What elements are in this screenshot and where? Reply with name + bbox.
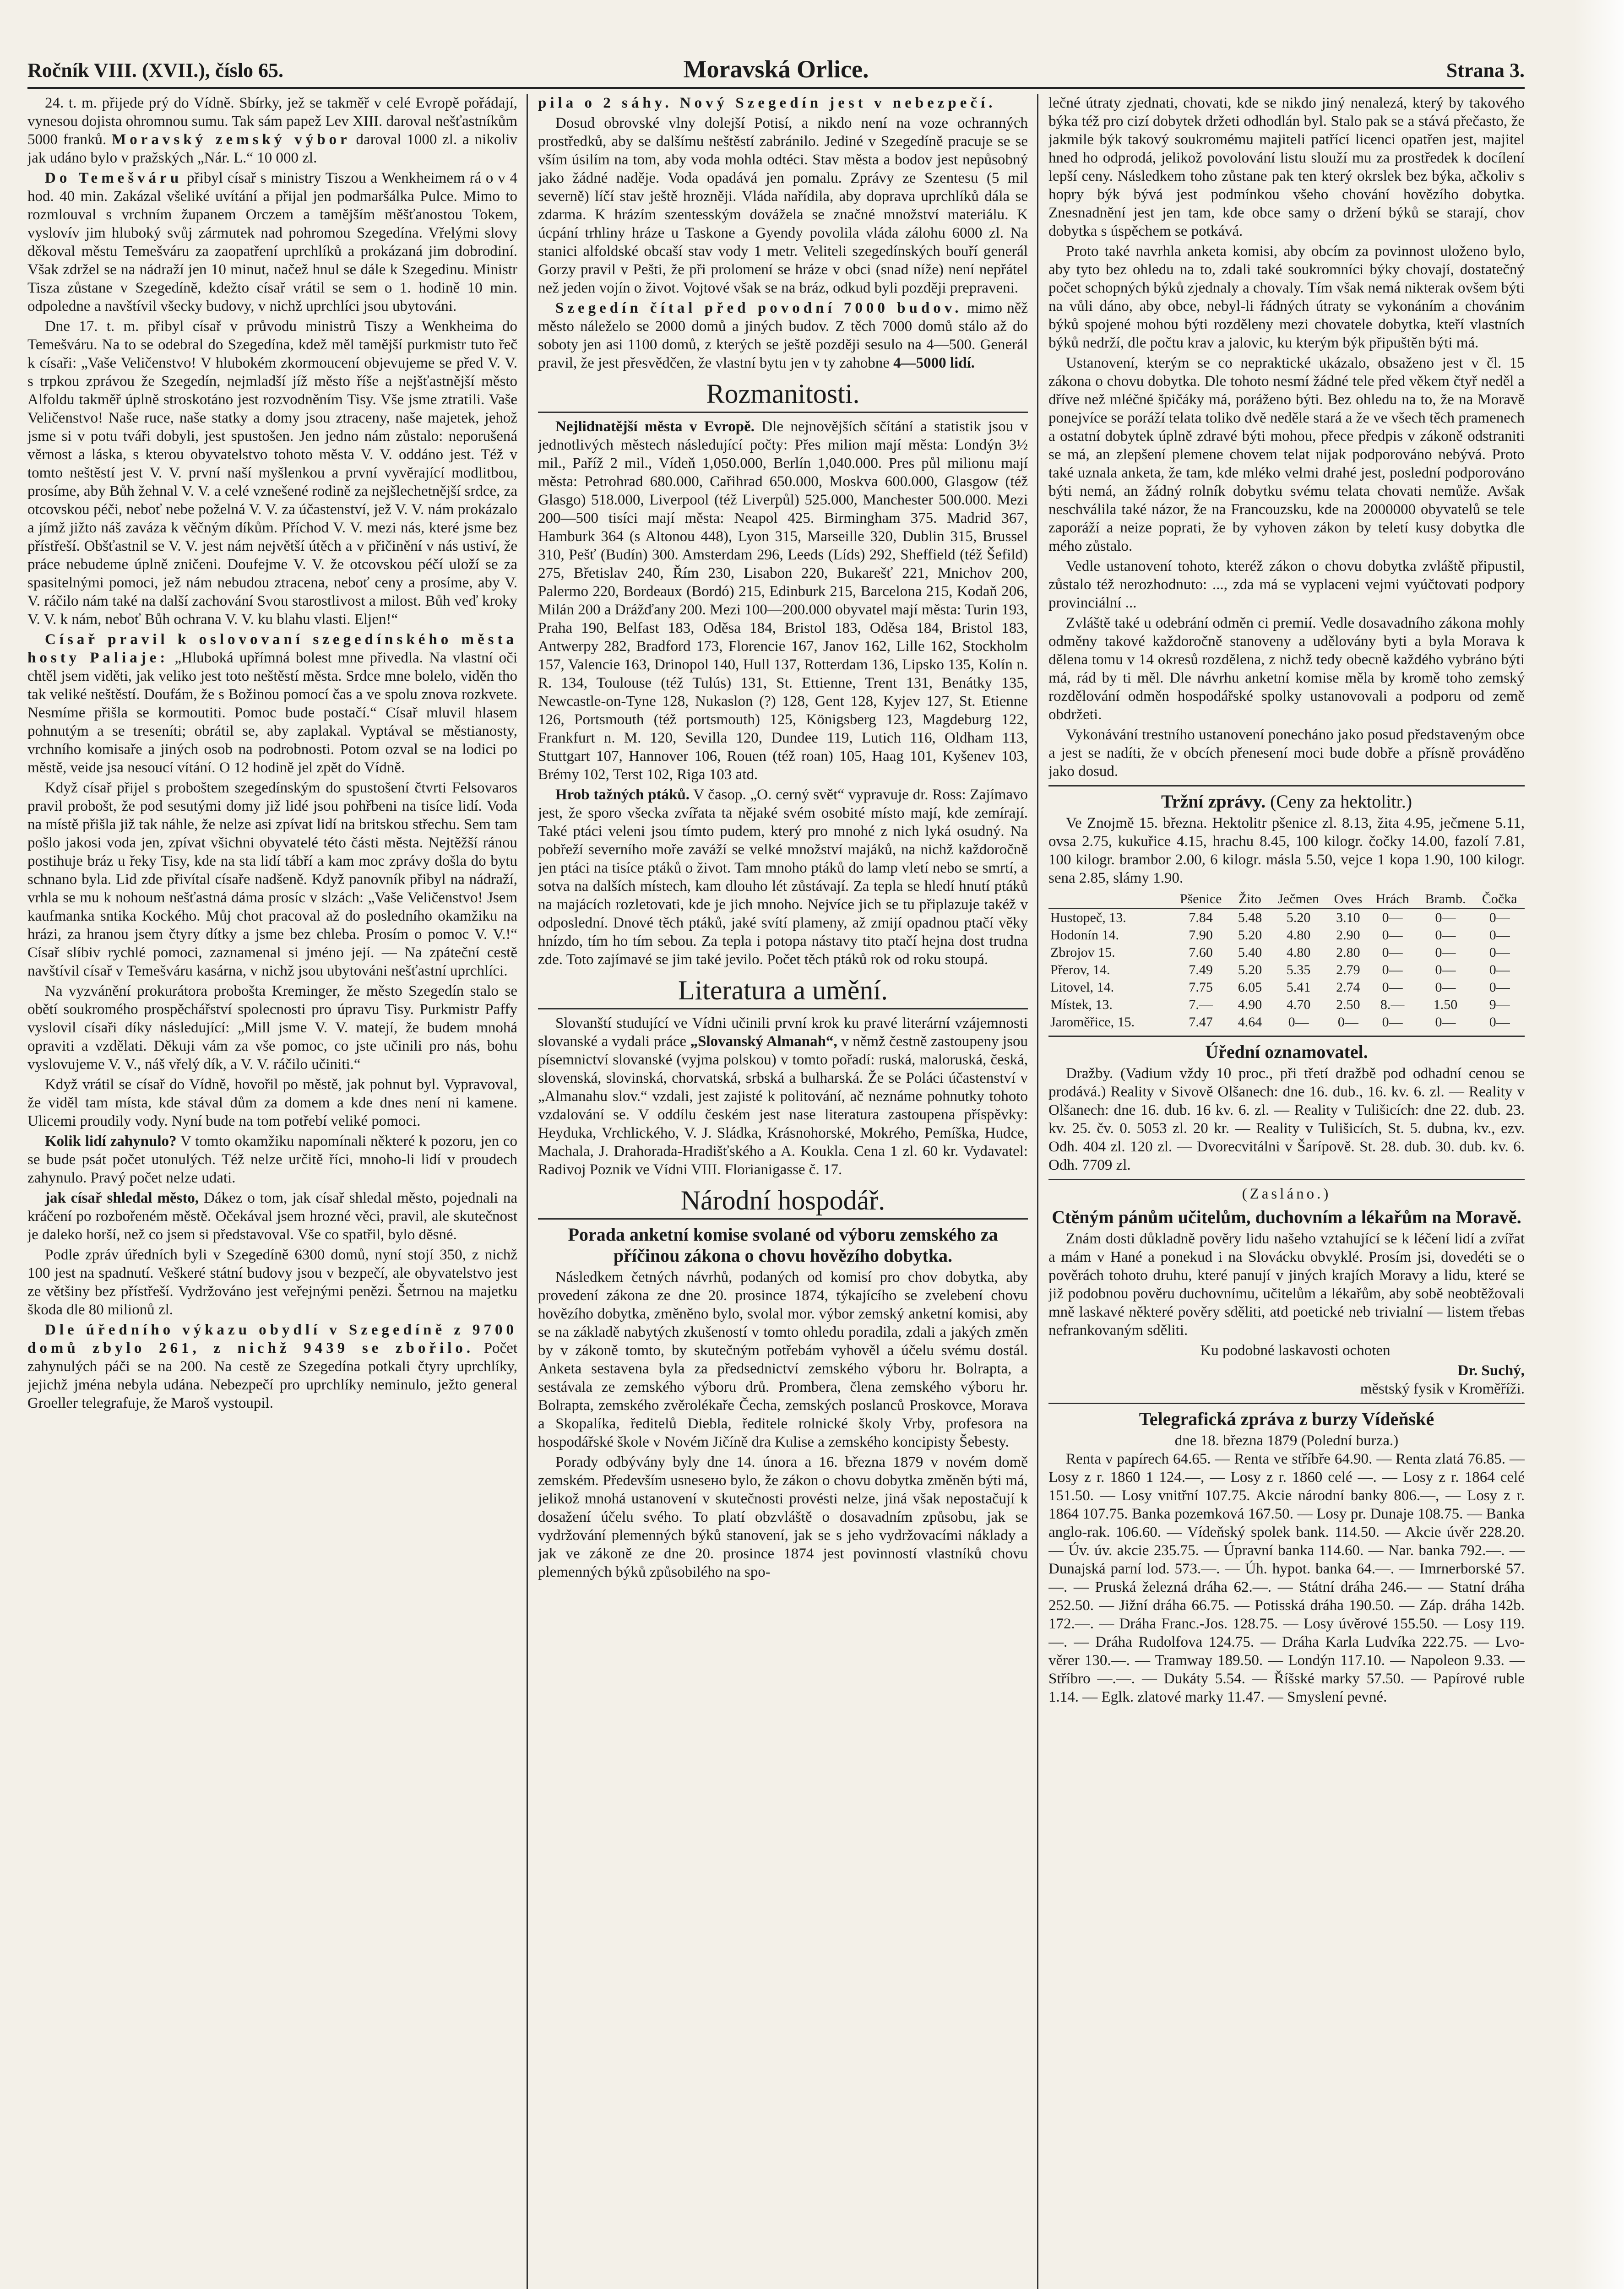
issue-number: Ročník VIII. (XVII.), číslo 65.: [27, 59, 284, 81]
divider: [1048, 1179, 1525, 1180]
paragraph: Dle úředního výkazu obydlí v Szegedíně z 9700 domů zbylo 261, z nichž 9439 se zbořilo. Počet zahynulých páči se na 200. Na cestě ze Szegedína potkali čtyry uprchlíky, jejichž jména nebyla udána. Nebezpečí pro uprchlíky neminulo, ježto general Groeller telegrafuje, že Maroš vystoupil.: [27, 1322, 517, 1411]
paragraph: Dosud obrovské vlny dolejší Potisí, a nikdo není na voze ochranných prostředků, aby se dalšímu neštěstí zabránilo. Jediné v Szegedíně pracuje se se vším úsilím na tom, aby voda mohla odtéci. Stav města a bodov jest nepůsobný jako žádné naděje. Voda opadává jen pomalu. Zprávy ze Szentesu (5 mil severně) líčí stav ještě hrozněji. Vláda nařídila, aby doprava uprchlíků dála se zdarma. K hrázím szentesským dovážela se značné množství materiálu. K úcpání trhliny hráze u Taskone a Gyendy povolila vláda zálohu 6000 zl. Na stanici alfoldské obcaší stav vody 1 metr. Veliteli szegedínských bouří generál Gorzy pravil v Pešti, že při prolomení se hráze v obci (snad níže) není nepřátel než jeden vojín o život. Vojtové však se na bráz, odkud byli později prepraveni.: [538, 115, 1028, 296]
table-cell: 5.35: [1286, 962, 1311, 977]
table-cell: 4.90: [1238, 997, 1262, 1012]
table-cell: 5.40: [1238, 945, 1262, 960]
table-header-cell: [1048, 890, 1171, 909]
table-cell: 6.05: [1238, 980, 1262, 995]
paragraph: Ve Znojmě 15. března. Hektolitr pšenice zl. 8.13, žita 4.95, ječmene 5.11, ovsa 2.75, kukuřice 4.15, hrachu 8.45, 100 kilogr. čočky 14.00, fazolí 7.81, 100 kilogr. brambor 2.00, 6 kilogr. másla 5.50, vejce 1 kopa 1.90, 100 kilogr. sena 2.85, slámy 1.90.: [1048, 815, 1525, 886]
table-cell: 0—: [1337, 1014, 1358, 1030]
table-cell: 2.80: [1336, 945, 1360, 960]
paragraph: Zvláště také u odebrání odměn ci premií. Vedle dosavadního zákona mohly odměny takové každoročně stanoveny a udělovány byti a byla Morava k dělena tomu v 14 okresů rozdělena, z nichž tedy obecně každého vybráno býti má, rád by ti měl. Dle návrhu anketní komise měla by kromě toho zemský rozdělování odměn hospodářské spolky ustanovovali a podporu od země obdržeti.: [1048, 615, 1525, 723]
table-cell: Litovel, 14.: [1050, 980, 1114, 995]
section-heading-rozmanitosti: Rozmanitosti.: [538, 379, 1028, 413]
table-cell: 0—: [1489, 1014, 1510, 1030]
table-cell: 5.41: [1286, 980, 1311, 995]
table-cell: 0—: [1489, 910, 1510, 925]
paragraph: lečné útraty zjednati, chovati, kde se nikdo jiný nenalezá, který by takového býka též pro cizí dobytek držeti odhodlán byl. Stalo pak se a stává přečasto, že jakmile býk takový soukromému majiteli patřící licenci opatřen jest, majitel hned ho odprodá, jelikož povolování listu slouží mu za prostředek k docílení lepší ceny. Následkem toho zůstane pak ten který okrslek bez býka, ačkoliv s hopry býk bývá jest podmínkou všeho chování hovězího dobytka. Znesnadnění jest jen tam, kde obce samy o držení býků se starají, chov dobytka s úspěchem se potkává.: [1048, 95, 1525, 239]
divider: [1048, 785, 1525, 787]
table-row: [1048, 979, 1525, 996]
table-cell: 5.20: [1238, 962, 1262, 977]
article-title: Porada anketní komise svolané od výboru zemského za příčinou zákona o chovu hovězího dobytka.: [568, 1224, 998, 1266]
table-cell: 7.49: [1189, 962, 1213, 977]
table-cell: 0—: [1288, 1014, 1309, 1030]
paragraph: Ku podobné laskavosti ochoten: [1200, 1342, 1390, 1359]
paragraph: Když vrátil se císař do Vídně, hovořil po městě, jak pohnut byl. Vypravoval, že viděl tam místa, kde stával dům za domem a kde dnes není ni kamene. Ulicemi proudily vody. Nyní bude na tom potřebí veliké pomoci.: [27, 1076, 517, 1129]
column-1: [27, 94, 517, 2289]
paragraph: Slovanští studující ve Vídni učinili první krok ku pravé literární vzájemnosti slovanské a vydali práce „Slovanský Almanah“, v němž čestně zastoupeny jsou písemnictví slovanské (vyjma polskou) v tomto pořadí: ruská, maloruská, česká, slovenská, slovinská, chorvatská, srbská a bulharská. Že se Poláci účastenství v „Almanahu slov.“ vzdali, jest zajisté k politování, ač neznáme pohnutky tohoto vzdalování se. V oddílu českém jest nase literatura zastoupena příspěvky: Heydukа, Vrchlického, V. J. Sládka, Krásnohorské, Mokrého, Pemíška, Hudce, Machala, J. Drahorada-Hradišťského a A. Koukla. Cena 1 zl. 60 kr. Vydavatel: Radivoj Poznik ve Vídni VIII. Florianigasse č. 17.: [538, 1015, 1028, 1178]
divider: [1048, 1403, 1525, 1404]
column-3: [1048, 94, 1525, 2289]
paragraph: pila o 2 sáhy. Nový Szegedín jest v nebezpečí.: [538, 95, 996, 111]
paragraph: Znám dosti důkladně pověry lidu našeho vztahující se k léčení lidí a zvířat a mám v Hané a ponekud i na Slovácku obvyklé. Prosím jsi, dovedéti se o pověrách tohoto druhu, které panují v jiných krajích Moravy a lidu, které se již podobnou pověru duchovnímu, učitelům a lékařům, aby sobě neobtěžovali mně laskavé některé pověry sděliti, atd poetické neb trivialní — listem třebas nefrankovaným sděliti.: [1048, 1231, 1525, 1339]
table-cell: Zbrojov 15.: [1050, 945, 1115, 960]
table-cell: 4.70: [1286, 997, 1311, 1012]
table-cell: 4.64: [1238, 1014, 1262, 1030]
table-cell: Hodonín 14.: [1050, 928, 1119, 943]
table-cell: 5.48: [1238, 910, 1262, 925]
table-cell: 7.84: [1189, 910, 1213, 925]
column-divider: [1037, 94, 1038, 2289]
table-row: [1048, 927, 1525, 944]
masthead-title: Moravská Orlice.: [683, 55, 869, 83]
scan-margin: [1574, 0, 1624, 2289]
table-cell: 0—: [1382, 945, 1403, 960]
table-header-cell: Ječmen: [1269, 890, 1328, 909]
table-cell: 4.80: [1286, 928, 1311, 943]
table-cell: 0—: [1382, 1014, 1403, 1030]
paragraph: Dražby. (Vadium vždy 10 proc., při třetí dražbě pod odhadní cenou se prodává.) Reality v Sivově Olšanech: dne 16. dub., 16. kv. 6. zl. — Reality v Olšanech: dne 16. dub. 16 kv. 6. zl. — Reality v Tulišicích: dne 22. dub. 23. kv. 25. čv. 0. 5053 zl. 20 kr. — Reality v Tulišicích, St. 5. dubna, kv., ezv. Odh. 404 zl. 120 zl. — Dvorecvitálni v Šarípově. St. 28. dub. 30. dub. kv. 6. Odh. 7709 zl.: [1048, 1065, 1525, 1173]
table-cell: 0—: [1382, 962, 1403, 977]
table-row: [1048, 909, 1525, 927]
table-cell: 0—: [1435, 928, 1456, 943]
table-cell: Hustopeč, 13.: [1050, 910, 1126, 925]
paragraph: Na vyzvánění prokurátora probošta Kreminger, že město Szegedín stalo se obětí soukromého prospěchářství spolecnosti pro úpravu Tisy. Purkmistr Paffy vyslovil císaři díky následující: „Mill jsme V. V. matejí, že budem mnohá opraviti a vzdělati. Děkuji vám za vše pomoc, co jste učinili pro nás, bohu vyslovujeme V. V., náš vřelý dík, a V. V. ráčilo učiniti.“: [27, 983, 517, 1073]
table-cell: 1.50: [1433, 997, 1458, 1012]
column-2: [538, 94, 1028, 2289]
table-cell: 3.10: [1336, 910, 1360, 925]
table-cell: 0—: [1489, 980, 1510, 995]
table-header-cell: Čočka: [1474, 890, 1525, 909]
paragraph: Kolik lidí zahynulo? V tomto okamžiku napomínali některé k pozoru, jen co se bude psát počet utonulých. Též nelze určitě říci, mnoho-li lidí v proudech zahynulo. Pravý počet nelze udati.: [27, 1133, 517, 1186]
table-cell: 7.47: [1189, 1014, 1213, 1030]
page-number: Strana 3.: [1446, 59, 1525, 81]
table-cell: 5.20: [1238, 928, 1262, 943]
divider: [1048, 1036, 1525, 1037]
paragraph: 24. t. m. přijede prý do Vídně. Sbírky, jež se takměř v celé Evropě pořádají, vynesou dojista ohromnou sumu. Tak sám papež Lev XIII. daroval nešťastníkům 5000 franků. Moravský zemský výbor daroval 1000 zl. a nikoliv jak udáno bylo v pražských „Nár. L.“ 10 000 zl.: [27, 95, 517, 166]
table-header-cell: Žito: [1231, 890, 1269, 909]
section-heading-literatura: Literatura a umění.: [538, 975, 1028, 1009]
signature-name: Dr. Suchý,: [1457, 1362, 1525, 1379]
paragraph: Dne 17. t. m. přibyl císař v průvodu ministrů Tiszy a Wenkheima do Temešváru. Na to se odebral do Szegedína, kdež měl tamější purkmistr tuto řeč k císaři: „Vaše Veličenstvo! V hlubokém zkormoucení objevujeme se před V. V. s trpkou zprávou že Szegedín, nejmladší jíž město říše a nejšťastnější město Alfoldu takměř úplně stroskotáno jest rozvodněním Tisy. Vše jsme ztratili. Vaše Veličenstvo! Naše ruce, naše statky a domy jsou ztraceny, naše majetek, jehož jsme si v potu tváři dobyli, jest spustošen. Jen jedno nám zůstalo: neporušená věrnost a láska, s kterou obyvatelstvo tohoto města V. V. oddáno jest. Též v tomto neštěstí jest V. V. první naší myšlenkou a první vyvěrající modlitbou, prosíme, aby Bůh žehnal V. V. a celé vznešené rodině za nejšlechetnější srdce, za otcovskou péči, neboť nebe poželná V. V. za účastenství, jež V. V. nám prokázalo a jímž jižto náš zaváza k věčným díkům. Příchod V. V. mezi nás, které jsme bez přístřeší. Obšťastnil se V. V. jest nám největší útěch a v přičinění v nás ustiví, že práce nebudeme úplně zničeni. Doufejme V. V. že otcovskou péčí uloží se za spasitelnými pomoci, jež nám nebudou ztracena, neboť ceny a prosíme, aby V. V. ráčilo nám také na další zachování Svou starostlivost a milost. Bůh veď kroky V. V. k nám, neboť Bůh ochrana V. V. ku blahu vlasti. Eljen!“: [27, 318, 517, 628]
section-heading-telegraf: Telegrafická zpráva z burzy Vídeňské: [1139, 1409, 1434, 1429]
table-cell: 4.80: [1286, 945, 1311, 960]
table-cell: 0—: [1435, 980, 1456, 995]
table-row: [1048, 961, 1525, 979]
paragraph: Szegedín čítal před povodní 7000 budov. mimo něž město náleželo se 2000 domů a jiných budov. Z těch 7000 domů stálo až do soboty jen asi 1100 domů, z kterých se ještě později sesulo na 4—500. Generál pravil, že jest přesvědčen, že vlastní bytu jen v ty zahobne 4—5000 lidí.: [538, 300, 1028, 371]
table-cell: 0—: [1435, 1014, 1456, 1030]
paragraph: Do Temešváru přibyl císař s ministry Tiszou a Wenkheimem rá o v 4 hod. 40 min. Zakázal všeliké uvítání a přijal jen podmaršálka Pulce. Mimo to rozmlouval s vrchním županem Orczem a tamějším měšťanostou Tokem, vyslovív jim hluboký svůj zármutek nad pohromou Szegedína. Vřelými slovy děkoval městu Temešváru za zaopatření uprchlíků a prokázaná jim dobrodiní. Však zdržel se na nádraží jen 10 minut, načež hnul se dále k Szegedinu. Ministr Tisza zůstane v Szegedíně, kdežto císař vrátil se sem o 1. hodině 10 min. odpoledne a navštívil všecky budovy, v nichž uprchlíci jsou ubytováni.: [27, 170, 517, 315]
table-header-cell: Bramb.: [1417, 890, 1475, 909]
table-cell: 0—: [1382, 910, 1403, 925]
zaslano-label: (Zasláno.): [1242, 1186, 1331, 1202]
paragraph: Císař pravil k oslovovaní szegedínského města hosty Paliaje: „Hluboká upřímná bolest mne přivedla. Na vlastní oči chtěl jsem viděti, jak veliko jest toto neštěstí města. Srdce mne bolelo, viděn tho tak veliké neštěstí. Doufám, že s Božinou pomocí čas a ve spolu znova rozkvete. Nesmíme přišla se kormoutiti. Pomoc bude postačí.“ Císař mluvil hlasem pohnutým a se treseníti; obrátil se, aby zaplakal. Vyptával se městianosty, vrchního komisaře a jiných osob na podrobnosti. Potom ozval se na lodici po městě, veide jsa nesoucí vítání. O 12 hodině jel zpět do Vídně.: [27, 631, 517, 776]
table-cell: 2.50: [1336, 997, 1360, 1012]
section-heading-narodni-hospodar: Národní hospodář.: [538, 1185, 1028, 1220]
table-cell: 0—: [1435, 910, 1456, 925]
table-cell: 7.—: [1189, 997, 1213, 1012]
paragraph: Nejlidnatější města v Evropě. Dle nejnovějších sčítání a statistik jsou v jednotlivých městech následující počty: Přes milion mají města: Londýn 3½ mil., Paříž 2 mil., Vídeň 1,050.000, Berlín 1,040.000. Pres půl milionu mají města: Petrohrad 680.000, Cařihrad 650.000, Moskva 600.000, Glasgow (též Glasgo) 518.000, Liverpool (též Liverpůl) 525.000, Manchester 500.000. Mezi 200—500 tisíci mají města: Neapol 425. Birmingham 375. Madrid 367, Hamburk 364 (s Altonou 448), Lyon 315, Marseille 320, Dublin 315, Brussel 310, Pešť (Budín) 300. Amsterdam 296, Leeds (Líds) 292, Sheffield (též Šefild) 275, Břetislav 240, Řím 230, Lisabon 220, Bukarešť 221, Mnichov 200, Palermo 220, Bordeaux (Bordó) 215, Edinburk 215, Barcelona 215, Kodaň 206, Milán 200 a Drážďany 200. Mezi 100—200.000 obyvatel mají města: Turin 193, Praha 190, Belfast 183, Oděsa 184, Bristol 183, Oděsa 184, Bristol 183, Antwerpy 282, Bradford 173, Florencie 167, Janov 162, Lille 162, Stockholm 157, Valencie 163, Drinopol 140, Hull 137, Rotterdam 136, Lipsko 135, Kolín n. R. 134, Toulouse (též Tulús) 131, St. Ettienne, Trent 131, Benátky 135, Newcastle-on-Tyne 128, Nukaslon (?) 128, Gent 128, Kyjev 127, St. Etienne 126, Portsmouth (též portsmouth) 125, Königsberg 123, Magdeburg 122, Frankfurt n. M. 120, Sevilla 120, Dundee 119, Lutich 116, Oldham 113, Stuttgart 107, Hannover 106, Rouen (též roan) 105, Haag 101, Kyšenev 103, Brémy 102, Terst 102, Riga 103 atd.: [538, 418, 1028, 783]
paragraph: Proto také navrhla anketa komisi, aby obcím za povinnost uloženo bylo, aby tyto bez ohledu na to, zdali také soukromníci býky chovají, dostatečný počet schopných býků zjednaly a chovaly. Tím však nemá nikterak ovšem býti na vůli dáno, aby obce, nebyl-li řádných útraty se vykonáním a chovánim býků spojené mohou býti rozděleny mezi chovatele dobytka, kteří vlastních býků nedrží, dle počtu krav a jalovic, ku kterým býk připuštěn býti má.: [1048, 243, 1525, 351]
market-prices-table: [1048, 890, 1525, 1031]
table-cell: 8.—: [1380, 997, 1405, 1012]
table-cell: 7.75: [1189, 980, 1213, 995]
table-cell: 0—: [1382, 928, 1403, 943]
column-divider: [527, 94, 528, 2289]
paragraph: Ustanovení, kterým se co nepraktické ukázalo, obsaženo jest v čl. 15 zákona o chovu dobytka. Dle tohoto nesmí žádné tele před věkem čtyř neděl a dříve než mléčné špičáky má, poráženo býti. Bez ohledu na to, že na Moravě ponejvíce se poráží telata toliko dvě neděle stará a že ve všech těch pramenech a ostatní dobytek úplně zdravé býti mohou, přece předpis v zákoně odstraniti se má, an zlepšení plemene chovem telat nijak podporováno nebývá. Proto také uznala anketa, že tam, kde mléko velmi drahé jest, poslední podporováno býti nemá, an žádný rolník dobytku svému telata chovati nemůže. Avšak neschválila také názor, že na Francouzsku, kde na 2000000 obyvatelů se tele zaporáží a neize poprati, že by vyhoven zákon by teletí kusy dobytka dle mého zůstalo.: [1048, 355, 1525, 554]
table-cell: 7.90: [1189, 928, 1213, 943]
table-cell: 0—: [1489, 928, 1510, 943]
telegraf-date: dne 18. března 1879 (Polední burza.): [1174, 1432, 1399, 1449]
table-row: [1048, 944, 1525, 961]
table-header-cell: Oves: [1328, 890, 1369, 909]
table-cell: Jaroměřice, 15.: [1050, 1014, 1135, 1030]
table-cell: 5.20: [1286, 910, 1311, 925]
paragraph: Když císař přijel s proboštem szegedínským do spustošení čtvrti Felsovaros pravil probošt, že pod sesutými domy již lidé jsou pohřbeni na tisíce lidí. Voda na místě přišla již tak náhle, že nelze asi zpívat lidí na britskou střechu. Sem tam pošlo jakosi voda jen, zpívat všichni obyvatelé této části města. Nejtěžší ránou postihuje bráz u řeky Tisy, kde na sta lidí tábří a kam moc zprávy došla do bytu schnano byla. Lid zde přivítal císaře nadšeně. Když panovník přibyl na nádraží, vrhla se mu k nohoum nešťastná dáma prosíc v slzách: „Vaše Veličenstvo! Jsem kaufmanka sntika Kockého. Můj chot pracoval až do posledního okamžiku na hrázi, za hranou jsem čtyry dítky a jsme bez chleba. Prosím o pomoc V. V.!“ Císař slíbiv rychlé pomoci, zaznamenal si jméno její. — Na zpáteční cestě navštívil císař v Temešváru kasárna, v nichž jsou ubytováni nešťastní uprchlíci.: [27, 780, 517, 979]
paragraph: Následkem četných návrhů, podaných od komisí pro chov dobytka, aby provedení zákona ze dne 20. prosince 1874, týkajícího se zvelebení chovu hovězího dobytka, změněno bylo, svolal mor. výbor zemský anketní komisi, aby se na základě nabytých zkušeností v tomto ohledu poradila, zdali a jakých změn by v zákoně tomto, by skutečným potřebám vyhověl a účelu svému dostál. Anketa sestavena byla za předsednictví zemského výboru hr. Bolrapta, a sestávala ze zemského výboru drů. Prombera, člena zemského výboru hr. Bolrapta, zemského zvěrolékaře Čecha, zemských poslanců Proskovce, Morava a Skopalíka, ředitelů Diebla, ředitele rolnické školy Vrby, profesora na hospodářské škole v Novém Jičíně dra Kulise a zemského koncipisty Šebesty.: [538, 1269, 1028, 1450]
paragraph: Podle zpráv úředních byli v Szegedíně 6300 domů, nyní stojí 350, z nichž 100 jest na spadnutí. Veškeré státní budovy jsou v bezpečí, ale obyvatelstvo jest ze většiny bez přístřeší. Vydržováno jest veřejnými penězi. Šetrnou na majetku škoda dle 80 milionů zl.: [27, 1247, 517, 1318]
table-cell: Místek, 13.: [1050, 997, 1113, 1012]
table-header-row: [1048, 890, 1525, 909]
table-cell: 0—: [1435, 945, 1456, 960]
paragraph: jak císař shledal město, Dákez o tom, jak císař shledal město, pojednali na kráčení po rozbořeném městě. Očekával jsem hrozné věci, pravil, ale skutečnost je daleko horší, než co jsem si představoval. Vše co spatřil, bylo děsné.: [27, 1190, 517, 1243]
paragraph: Hrob tažných ptáků. V časop. „O. cerný svět“ vypravuje dr. Ross: Zajímavo jest, že sporo všecka zvířata ta nějaké svém osobité místo mají, kde zemírají. Také ptáci veleni jsou tímto pudem, který pro mnohé z nich lyká osudný. Na pobřeží severního moře zaváží se velké množství majáků, na nichž každoročně jen ptáci na tisíce ptáků o život. Tam mnoho ptáků do lamp vletí nebo se smrtí, a sotva na dalších místech, kam dlouho lét zůstávají. Za tepla se hledí hnutí ptáků na majácích rozletovati, kde je jich mnoho. Nejvíce jich se tu připlazuje takéž v odposlední. Dnové těch ptáků, jaké svítí plameny, až zmijí opadnou ptačí věky hnízdo, tím ho tím sebou. Za tepla i potopa nástavy tito ptačí hejna dost trudna zde. Toto zajímavé se jim také jevilo. Počet těch ptáků rok od roku stoupá.: [538, 787, 1028, 968]
table-cell: 7.60: [1189, 945, 1213, 960]
table-header-cell: Hrách: [1369, 890, 1417, 909]
table-cell: 2.90: [1336, 928, 1360, 943]
table-row: [1048, 996, 1525, 1014]
table-cell: 0—: [1489, 945, 1510, 960]
table-row: [1048, 1014, 1525, 1031]
table-cell: 0—: [1382, 980, 1403, 995]
table-cell: 0—: [1435, 962, 1456, 977]
table-cell: 9—: [1489, 997, 1510, 1012]
paragraph: Porady odbývány byly dne 14. února a 16. března 1879 v novém domě zemském. Především usnesено bylo, že zákon o chovu dobytka změněn býti má, jelikož mnohá ustanovení v skutečnosti provésti nelze, jiná však nepostačují k dosažení účelu svého. To platí obzvláště o dosavadním způsobu, jak se vydržování plemenných býků stanovení, jak se s jeho vydržovacími náklady a jak ve zákoně ze dne 20. prosince 1874 jest povinností vlastníků chovu plemenných býků způsobilého na spo-: [538, 1454, 1028, 1580]
section-heading-uredni-oznamovatel: Úřední oznamovatel.: [1205, 1041, 1368, 1062]
section-heading-trzni-zpravy: Tržní zprávy. (Ceny za hektolitr.): [1161, 791, 1412, 812]
table-cell: Přerov, 14.: [1050, 962, 1110, 977]
section-heading-ctenym: Ctěným pánům učitelům, duchovním a lékařům na Moravě.: [1052, 1207, 1521, 1227]
table-header-cell: Pšenice: [1171, 890, 1230, 909]
paragraph: Vedle ustanovení tohoto, kteréž zákon o chovu dobytka zvláště připustil, zůstalo též nerozhodnuto: ..., zda má se vyplaceni vejmi vyúčtovati podpory provinciální ...: [1048, 558, 1525, 611]
table-cell: 0—: [1489, 962, 1510, 977]
table-cell: 2.74: [1336, 980, 1360, 995]
paragraph: Vykonávání trestního ustanovení ponecháno jako posud představeným obce a jest se nadíti, že v obcích přenesení moci bude dobře a přísně prováděno jako dosud.: [1048, 727, 1525, 780]
signature-role: městský fysik v Kroměříži.: [1360, 1381, 1525, 1397]
table-cell: 2.79: [1336, 962, 1360, 977]
paragraph: Renta v papírech 64.65. — Renta ve stříbře 64.90. — Renta zlatá 76.85. — Losy z r. 1860 1 124.—, — Losy z r. 1860 celé —. — Losy z r. 1864 celé 151.50. — Losy vnitřní 107.75. Akcie národní banky 806.—, — Losy z r. 1864 107.75. Banka pozemková 167.50. — Losy pr. Dunaje 108.75. — Banka anglo-rak. 106.60. — Vídeňský spolek bank. 114.50. — Akcie úvěr 228.20. — Úv. úv. akcie 235.75. — Úpravní banka 114.60. — Nar. banka 792.—. — Dunajská parní lod. 573.—. — Úh. hypot. banka 64.—. — Imrnerborské 57.—. — Pruská železná dráha 62.—. — Státní dráha 246.— — Statní dráha 252.50. — Jižní dráha 66.75. — Potisská dráha 190.50. — Záp. dráha 142b. 172.—. — Dráha Franc.-Jos. 128.75. — Losy úvěrové 155.50. — Losy 119.—. — Dráha Rudolfova 124.75. — Dráha Karla Ludvíka 222.75. — Lvo-věrer 130.—. — Tramway 189.50. — Londýn 117.10. — Napoleon 9.33. — Stříbro —.—. — Dukáty 5.54. — Říšské marky 57.50. — Papírové ruble 1.14. — Eglk. zlatové marky 11.47. — Smyslení pevné.: [1048, 1451, 1525, 1705]
page-header: [27, 55, 1525, 89]
